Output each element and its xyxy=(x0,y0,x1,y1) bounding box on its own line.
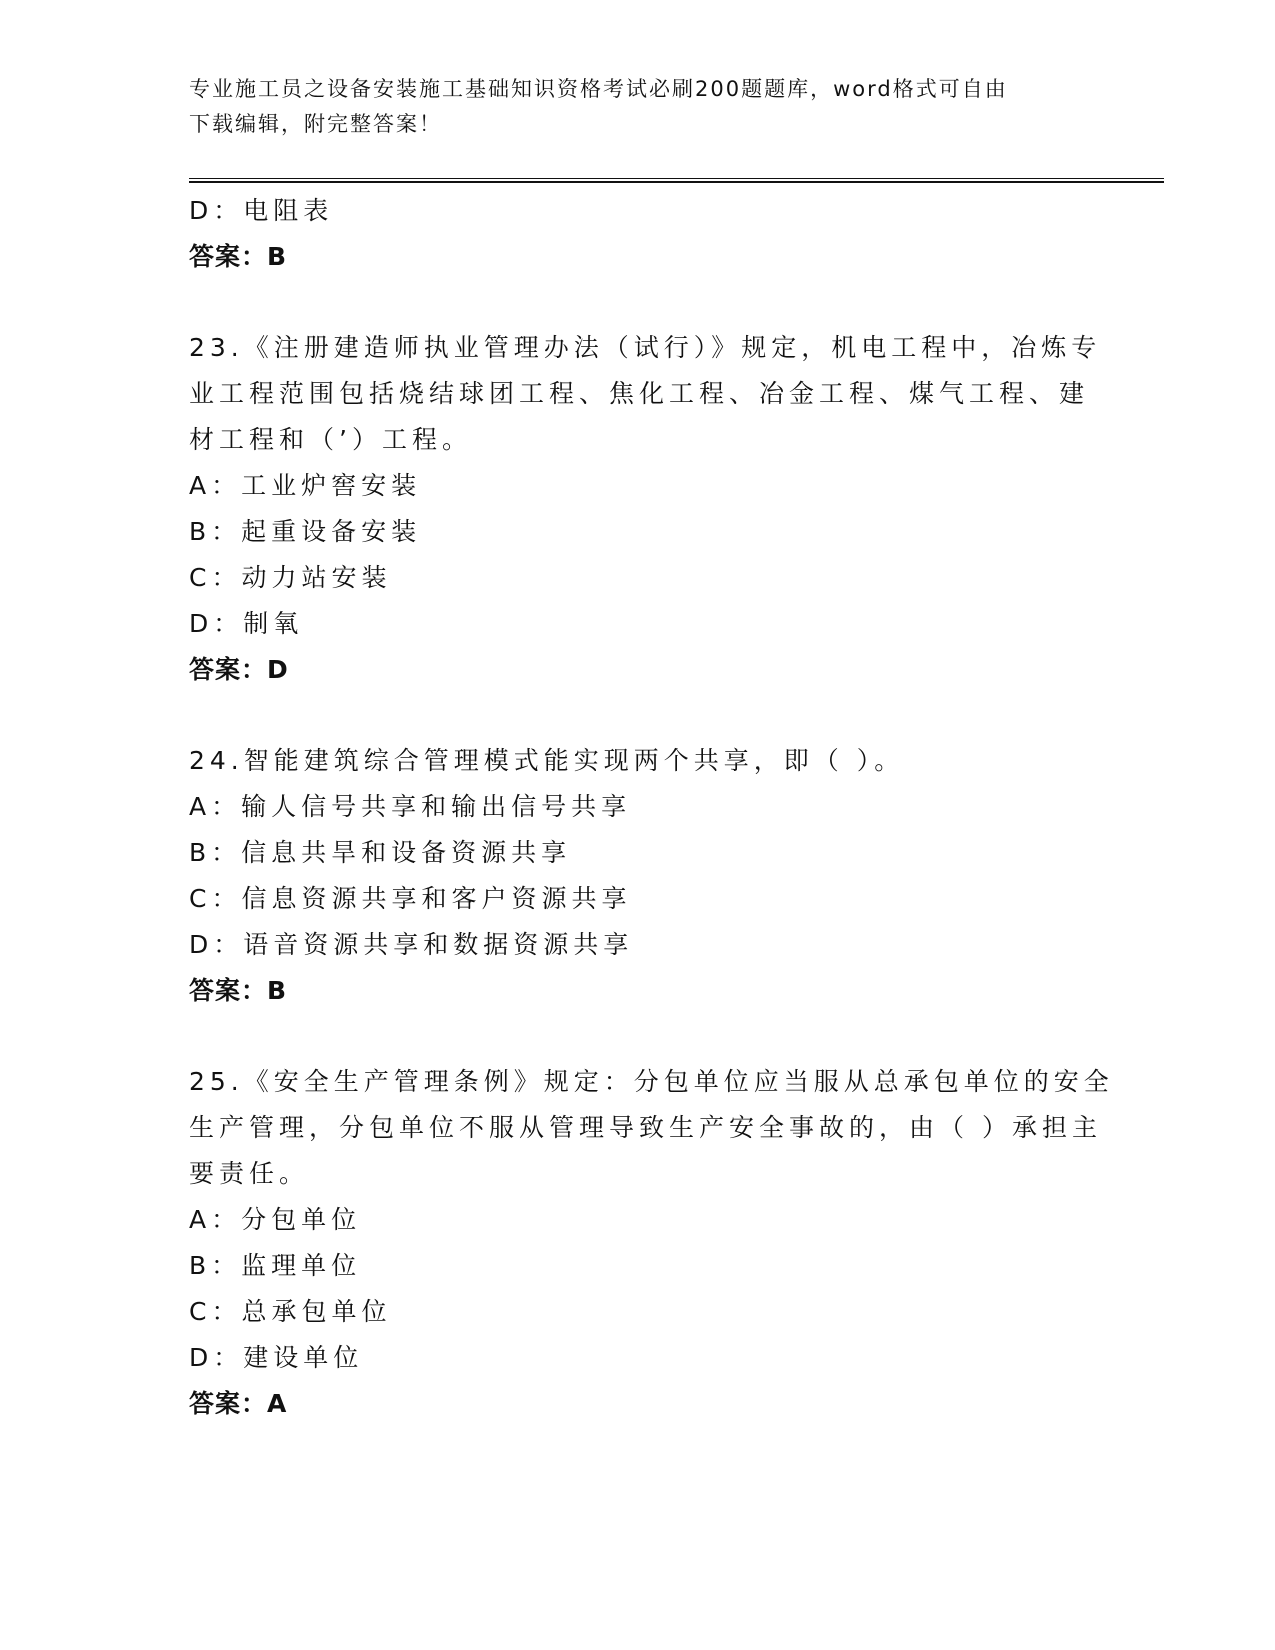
question-text-line: 业工程范围包括烧结球团工程、焦化工程、冶金工程、煤气工程、建 xyxy=(189,379,1090,408)
option-b: B：起重设备安装 xyxy=(189,517,422,546)
question-text-line: 24.智能建筑综合管理模式能实现两个共享，即（ ）。 xyxy=(189,746,905,775)
option-a: A：分包单位 xyxy=(189,1205,362,1234)
header-line-1: 专业施工员之设备安装施工基础知识资格考试必刷200题题库，word格式可自由 xyxy=(189,77,1008,101)
question-text-line: 25.《安全生产管理条例》规定：分包单位应当服从总承包单位的安全 xyxy=(189,1067,1114,1096)
question-24 xyxy=(189,738,1089,1014)
question-text-line: 材工程和（’）工程。 xyxy=(189,425,472,454)
option-b: B：信息共旱和设备资源共享 xyxy=(189,838,572,867)
option-c: C：信息资源共享和客户资源共享 xyxy=(189,884,632,913)
previous-question-tail xyxy=(189,188,1089,280)
option-d: D：建设单位 xyxy=(189,1343,364,1372)
question-25 xyxy=(189,1059,1114,1427)
option-a: A：工业炉窖安装 xyxy=(189,471,422,500)
document-body xyxy=(189,188,1114,1427)
question-text-line: 要责任。 xyxy=(189,1159,310,1188)
answer: 答案：D xyxy=(189,655,289,684)
header-divider-thick xyxy=(189,181,1164,183)
option-b: B：监理单位 xyxy=(189,1251,362,1280)
option-c: C：总承包单位 xyxy=(189,1297,392,1326)
answer: 答案：B xyxy=(189,242,288,271)
option-d: D：电阻表 xyxy=(189,196,334,225)
document-header xyxy=(189,72,1069,142)
question-text-line: 23.《注册建造师执业管理办法（试行）》规定，机电工程中，冶炼专 xyxy=(189,333,1102,362)
answer: 答案：A xyxy=(189,1389,288,1418)
option-d: D：语音资源共享和数据资源共享 xyxy=(189,930,634,959)
option-d: D：制氧 xyxy=(189,609,304,638)
question-23 xyxy=(189,325,1102,693)
header-line-2: 下载编辑，附完整答案！ xyxy=(189,112,442,136)
option-a: A：输人信号共享和输出信号共享 xyxy=(189,792,632,821)
option-c: C：动力站安装 xyxy=(189,563,392,592)
header-divider-thin xyxy=(189,178,1164,179)
answer: 答案：B xyxy=(189,976,288,1005)
question-text-line: 生产管理，分包单位不服从管理导致生产安全事故的，由（ ）承担主 xyxy=(189,1113,1102,1142)
